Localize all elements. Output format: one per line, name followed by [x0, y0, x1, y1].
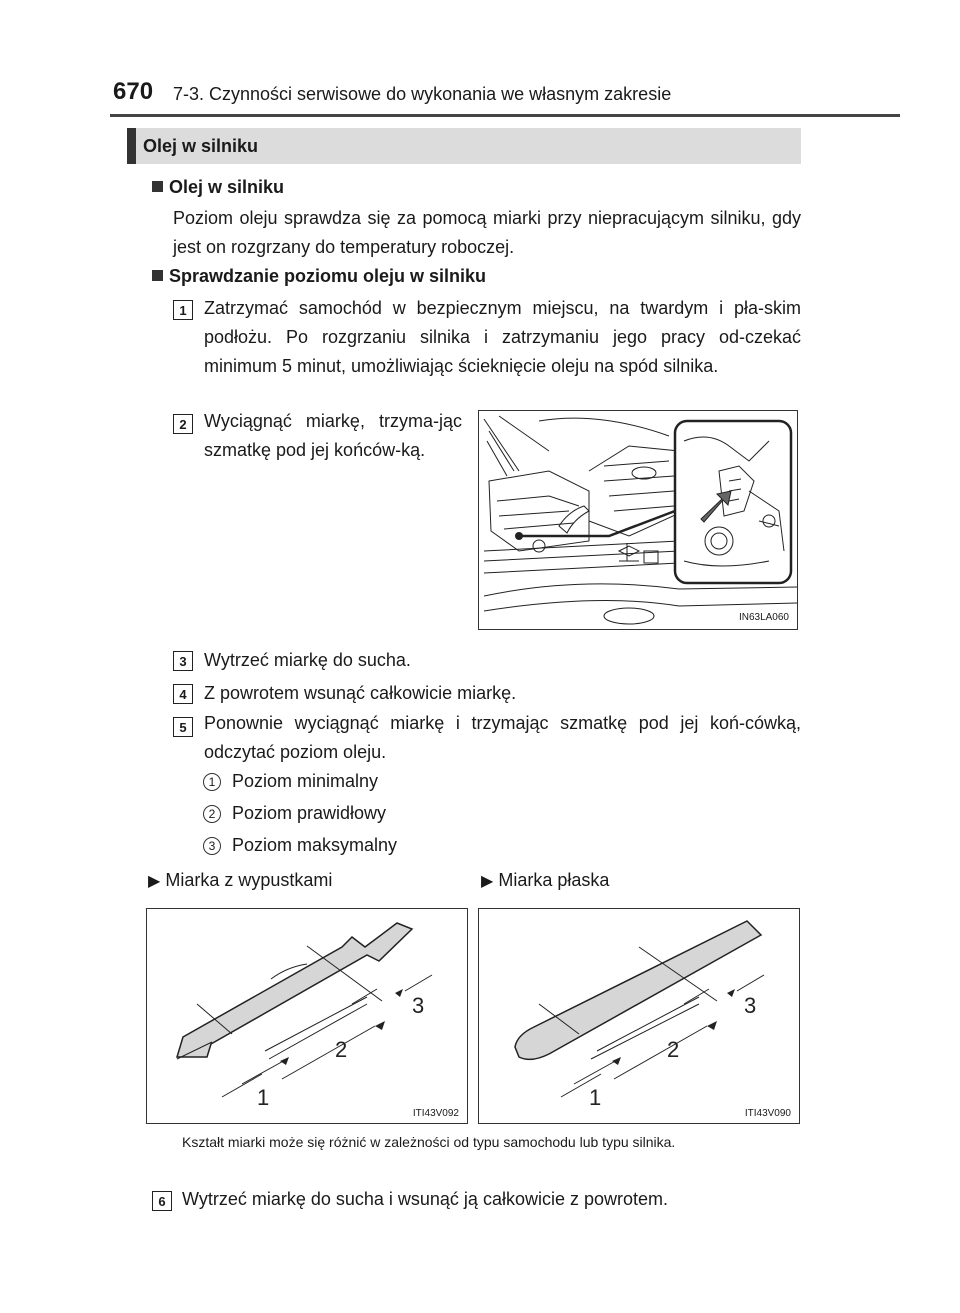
triangle-bullet-icon: ▶: [148, 873, 161, 890]
section-header: [127, 128, 801, 164]
step-text-5: Ponownie wyciągnąć miarkę i trzymając szmatkę pod jej koń-cówką, odczytać poziom oleju.: [204, 713, 801, 762]
subheading-check: [152, 266, 486, 287]
dipstick-2-callout-1: 1: [589, 1085, 602, 1110]
step-text-1: Zatrzymać samochód w bezpiecznym miejscu, na twardym i pła-skim podłożu. Po rozgrzaniu silnika i zatrzymaniu jego pracy od-czekać minimum 5 minut, umożliwiając ścieknięcie oleju na spód silnika.: [204, 298, 801, 376]
level-number-3: 3: [203, 837, 221, 855]
step-text-4: Z powrotem wsunąć całkowicie miarkę.: [204, 683, 517, 703]
dipstick-figure-flat-code: ITI43V090: [744, 1108, 791, 1119]
dipstick-2-callout-3: 3: [744, 993, 757, 1018]
subheading-oil-text: Olej w silniku: [169, 177, 285, 197]
dipstick-type-notched-label: Miarka z wypustkami: [165, 870, 333, 890]
step-text-3: Wytrzeć miarkę do sucha.: [204, 650, 411, 670]
step-text-2: Wyciągnąć miarkę, trzyma-jąc szmatkę pod jej końców-ką.: [204, 411, 462, 460]
engine-figure-code: IN63LA060: [738, 612, 789, 623]
dipstick-figure-notched: [146, 908, 468, 1124]
header-rule: [110, 114, 900, 117]
subheading-oil: [152, 177, 284, 198]
oil-intro-text: Poziom oleju sprawdza się za pomocą miarki przy niepracującym silniku, gdy jest on rozgrzany do temperatury roboczej.: [173, 208, 801, 257]
level-label-3: Poziom maksymalny: [232, 835, 398, 855]
step-number-6: 6: [152, 1191, 172, 1211]
step-number-5: 5: [173, 717, 193, 737]
dipstick-type-flat-label: Miarka płaska: [498, 870, 610, 890]
triangle-bullet-icon: ▶: [481, 873, 494, 890]
subheading-check-text: Sprawdzanie poziomu oleju w silniku: [169, 266, 487, 286]
dipstick-2-callout-2: 2: [667, 1037, 680, 1062]
engine-figure: [478, 410, 798, 630]
flat-dipstick-illustration: [479, 909, 799, 1123]
dipstick-figure-flat: [478, 908, 800, 1124]
notched-dipstick-illustration: [147, 909, 467, 1123]
level-label-2: Poziom prawidłowy: [232, 803, 387, 823]
engine-bay-illustration: [479, 411, 797, 629]
square-bullet-icon: [152, 270, 163, 281]
dipstick-1-callout-3: 3: [412, 993, 425, 1018]
step-number-2: 2: [173, 414, 193, 434]
figure-note: Kształt miarki może się różnić w zależności od typu samochodu lub typu silnika.: [182, 1134, 676, 1150]
step-number-4: 4: [173, 684, 193, 704]
step-number-3: 3: [173, 651, 193, 671]
chapter-title: 7-3. Czynności serwisowe do wykonania we własnym zakresie: [173, 84, 672, 104]
step-text-6: Wytrzeć miarkę do sucha i wsunąć ją całkowicie z powrotem.: [182, 1189, 669, 1209]
section-accent: [127, 128, 136, 164]
dipstick-type-flat: [481, 870, 609, 891]
page-number: 670: [113, 78, 154, 105]
dipstick-type-notched: [148, 870, 332, 891]
level-number-1: 1: [203, 773, 221, 791]
section-title: Olej w silniku: [143, 136, 259, 156]
step-number-1: 1: [173, 300, 193, 320]
dipstick-1-callout-1: 1: [257, 1085, 270, 1110]
level-number-2: 2: [203, 805, 221, 823]
dipstick-1-callout-2: 2: [335, 1037, 348, 1062]
square-bullet-icon: [152, 181, 163, 192]
dipstick-figure-notched-code: ITI43V092: [412, 1108, 459, 1119]
level-label-1: Poziom minimalny: [232, 771, 379, 791]
